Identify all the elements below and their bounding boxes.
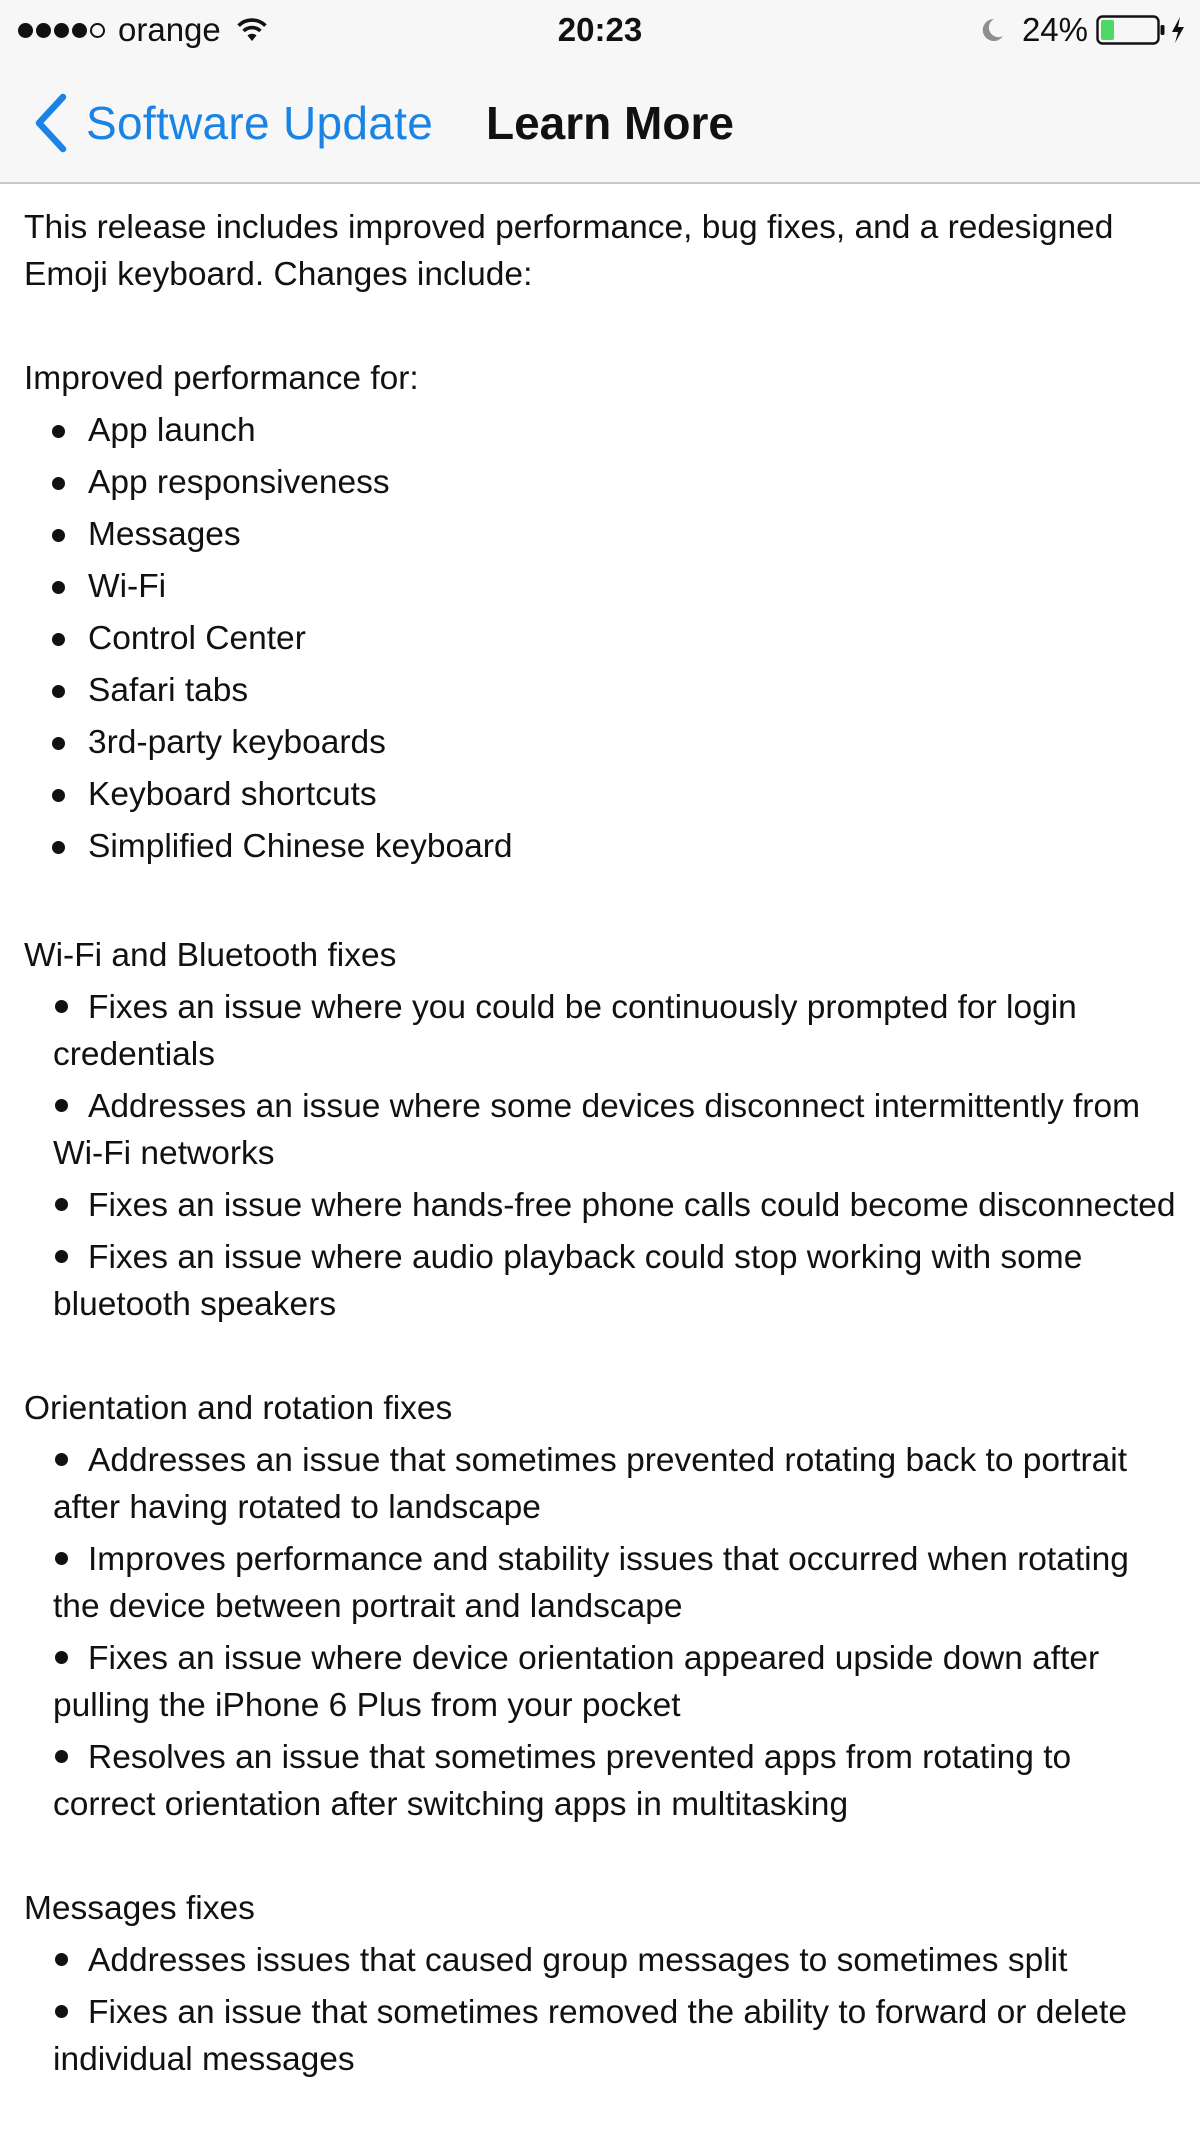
bullet-icon — [55, 2005, 68, 2018]
section-title: Wi-Fi and Bluetooth fixes — [24, 937, 397, 974]
section-title: Improved performance for: — [24, 360, 419, 397]
list-item — [24, 1536, 1180, 1630]
do-not-disturb-moon-icon — [978, 16, 1006, 44]
bullet-icon — [55, 1250, 68, 1263]
list-item-text: Safari tabs — [88, 672, 249, 709]
bullet-icon — [55, 1099, 68, 1112]
battery-percentage: 24% — [1021, 11, 1088, 48]
bullet-icon — [52, 841, 65, 854]
list-item — [24, 1989, 1180, 2083]
section — [24, 1385, 1180, 1828]
list-item — [24, 667, 1180, 719]
list-item-text: Messages — [88, 516, 241, 553]
section — [24, 1885, 1180, 2083]
clock: 20:23 — [557, 11, 643, 48]
list-item — [24, 771, 1180, 823]
list-item — [24, 1083, 1180, 1177]
release-notes-sections — [24, 355, 1180, 2083]
bullet-icon — [52, 477, 65, 490]
list-item-text: Addresses an issue that sometimes prevented rotating back to portrait after having rotated to landscape — [53, 1442, 1128, 1526]
list-item-text: Fixes an issue where audio playback could stop working with some bluetooth speakers — [53, 1239, 1083, 1323]
list-item-text: Fixes an issue where device orientation appeared upside down after pulling the iPhone 6 Plus from your pocket — [53, 1640, 1100, 1724]
bullet-list — [24, 984, 1180, 1328]
page-title: Learn More — [486, 97, 734, 149]
bullet-icon — [55, 1552, 68, 1565]
list-item-text: App launch — [88, 412, 256, 449]
list-item — [24, 615, 1180, 667]
bullet-list — [24, 407, 1180, 875]
bullet-icon — [52, 425, 65, 438]
bullet-icon — [52, 685, 65, 698]
list-item — [24, 563, 1180, 615]
list-item-text: Fixes an issue where you could be continuously prompted for login credentials — [53, 989, 1077, 1073]
chevron-left-icon — [32, 92, 70, 154]
charging-bolt-icon — [1170, 16, 1186, 44]
list-item — [24, 407, 1180, 459]
list-item-text: Fixes an issue where hands-free phone calls could become disconnected — [88, 1187, 1176, 1224]
release-notes — [24, 204, 1180, 2140]
list-item — [24, 1734, 1180, 1828]
list-item — [24, 1182, 1180, 1229]
bullet-list — [24, 1937, 1180, 2083]
list-item-text: Simplified Chinese keyboard — [88, 828, 513, 865]
list-item-text: 3rd-party keyboards — [88, 724, 386, 761]
bullet-icon — [55, 1000, 68, 1013]
carrier-name: orange — [118, 11, 221, 48]
list-item-text: Keyboard shortcuts — [88, 776, 377, 813]
list-item — [24, 1234, 1180, 1328]
list-item — [24, 459, 1180, 511]
bullet-icon — [52, 529, 65, 542]
list-item — [24, 1437, 1180, 1531]
back-button[interactable] — [32, 88, 433, 158]
section — [24, 932, 1180, 1328]
battery-icon — [1096, 15, 1166, 45]
bullet-icon — [52, 581, 65, 594]
list-item-text: Fixes an issue that sometimes removed the ability to forward or delete individual messages — [53, 1994, 1127, 2078]
list-item — [24, 511, 1180, 563]
intro-text: This release includes improved performance, bug fixes, and a redesigned Emoji keyboard. Changes include: — [24, 209, 1114, 293]
status-bar — [0, 0, 1200, 62]
bullet-icon — [55, 1750, 68, 1763]
list-item-text: Wi-Fi — [88, 568, 167, 605]
list-item-text: Addresses issues that caused group messages to sometimes split — [88, 1942, 1068, 1979]
list-item — [24, 1937, 1180, 1984]
list-item — [24, 823, 1180, 875]
list-item-text: Control Center — [88, 620, 306, 657]
bullet-icon — [55, 1651, 68, 1664]
bullet-icon — [55, 1198, 68, 1211]
list-item-text: Addresses an issue where some devices disconnect intermittently from Wi-Fi networks — [53, 1088, 1140, 1172]
bullet-list — [24, 1437, 1180, 1828]
bullet-icon — [55, 1453, 68, 1466]
section — [24, 355, 1180, 875]
section-title: Messages fixes — [24, 1890, 255, 1927]
section-title: Orientation and rotation fixes — [24, 1390, 453, 1427]
status-bar-right — [978, 10, 1186, 50]
bullet-icon — [52, 737, 65, 750]
list-item — [24, 719, 1180, 771]
battery-fill — [1101, 20, 1114, 40]
list-item — [24, 984, 1180, 1078]
navigation-bar — [0, 62, 1200, 184]
bullet-icon — [55, 1953, 68, 1966]
bullet-icon — [52, 633, 65, 646]
list-item-text: App responsiveness — [88, 464, 390, 501]
bullet-icon — [52, 789, 65, 802]
list-item-text: Improves performance and stability issues that occurred when rotating the device between portrait and landscape — [53, 1541, 1129, 1625]
list-item-text: Resolves an issue that sometimes prevented apps from rotating to correct orientation after switching apps in multitasking — [53, 1739, 1072, 1823]
list-item — [24, 1635, 1180, 1729]
back-button-label: Software Update — [86, 97, 434, 149]
